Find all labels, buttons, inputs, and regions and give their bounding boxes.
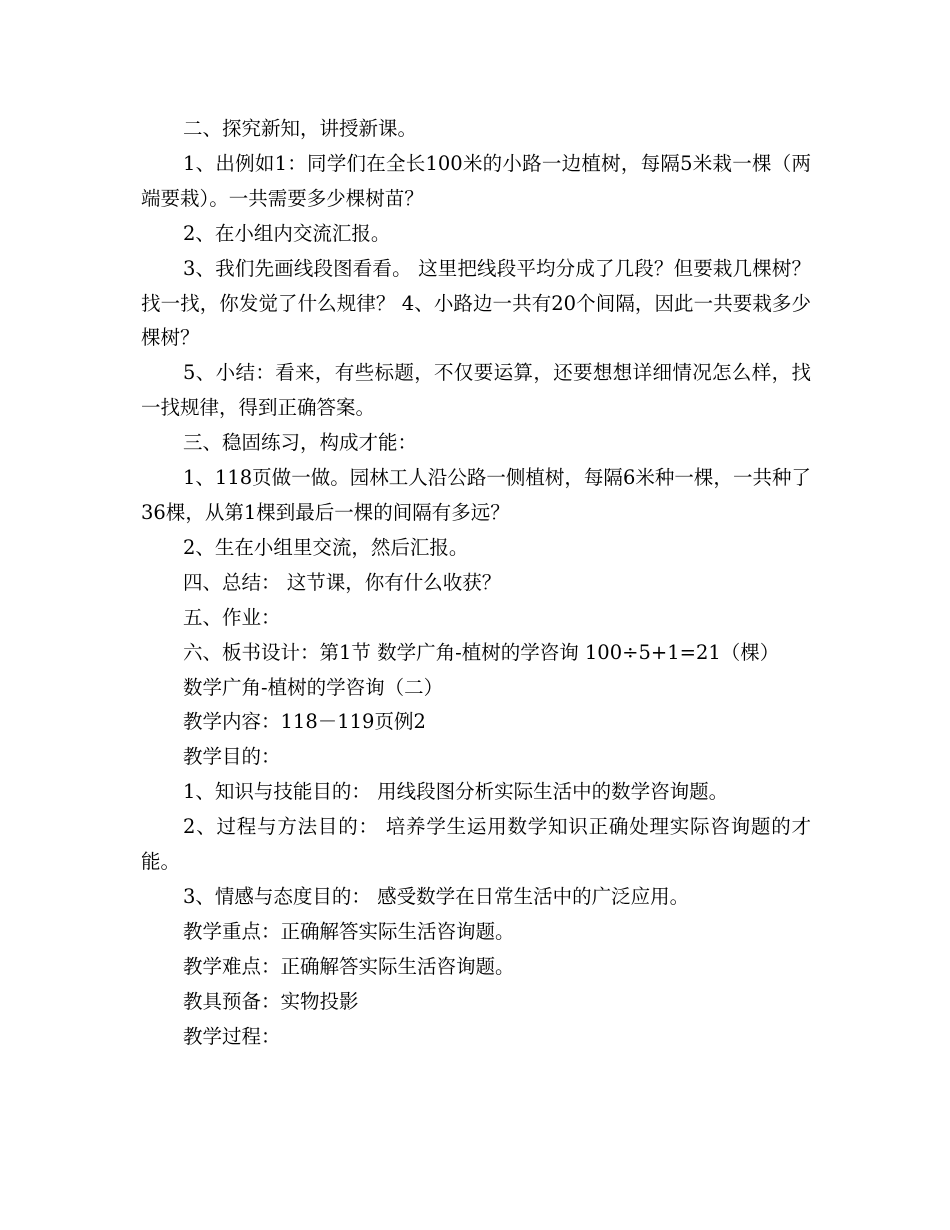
paragraph: 2、在小组内交流汇报。: [183, 221, 391, 245]
paragraph: 教学难点：正确解答实际生活咨询题。: [183, 954, 515, 978]
paragraph: 教学内容：118－119页例2: [183, 710, 426, 734]
paragraph: 教学过程：: [183, 1024, 281, 1048]
section-heading: 五、作业：: [183, 605, 281, 629]
paragraph: 3、情感与态度目的： 感受数学在日常生活中的广泛应用。: [183, 884, 690, 908]
paragraph: 1、出例如1：同学们在全长100米的小路一边植树，每隔5米栽一棵（两端要栽）。一共需要多少棵树苗？: [141, 151, 811, 210]
lesson-title: 数学广角-植树的学咨询（二）: [183, 675, 444, 699]
section-heading: 六、板书设计：第1节 数学广角-植树的学咨询 100÷5+1=21（棵）: [183, 640, 780, 664]
paragraph: 1、118页做一做。园林工人沿公路一侧植树，每隔6米种一棵，一共种了36棵，从第1棵到最后一棵的间隔有多远？: [141, 466, 811, 524]
paragraph: 教具预备：实物投影: [183, 989, 359, 1013]
section-heading: 四、总结： 这节课，你有什么收获？: [183, 570, 502, 594]
section-heading: 二、探究新知，讲授新课。: [183, 117, 418, 140]
document-body: [141, 112, 811, 1054]
paragraph: 2、过程与方法目的： 培养学生运用数学知识正确处理实际咨询题的才能。: [141, 815, 811, 874]
paragraph: 教学重点：正确解答实际生活咨询题。: [183, 919, 515, 943]
paragraph: 教学目的：: [183, 745, 281, 769]
paragraph: 5、小结：看来，有些标题，不仅要运算，还要想想详细情况怎么样，找一找规律，得到正确答案。: [141, 361, 811, 420]
paragraph: 2、生在小组里交流，然后汇报。: [183, 535, 469, 559]
paragraph: 1、知识与技能目的： 用线段图分析实际生活中的数学咨询题。: [183, 780, 729, 804]
paragraph: 3、我们先画线段图看看。 这里把线段平均分成了几段？但要栽几棵树？找一找，你发觉了什么规律？ 4、小路边一共有20个间隔，因此一共要栽多少棵树？: [141, 256, 811, 350]
section-heading: 三、稳固练习，构成才能：: [183, 431, 418, 455]
